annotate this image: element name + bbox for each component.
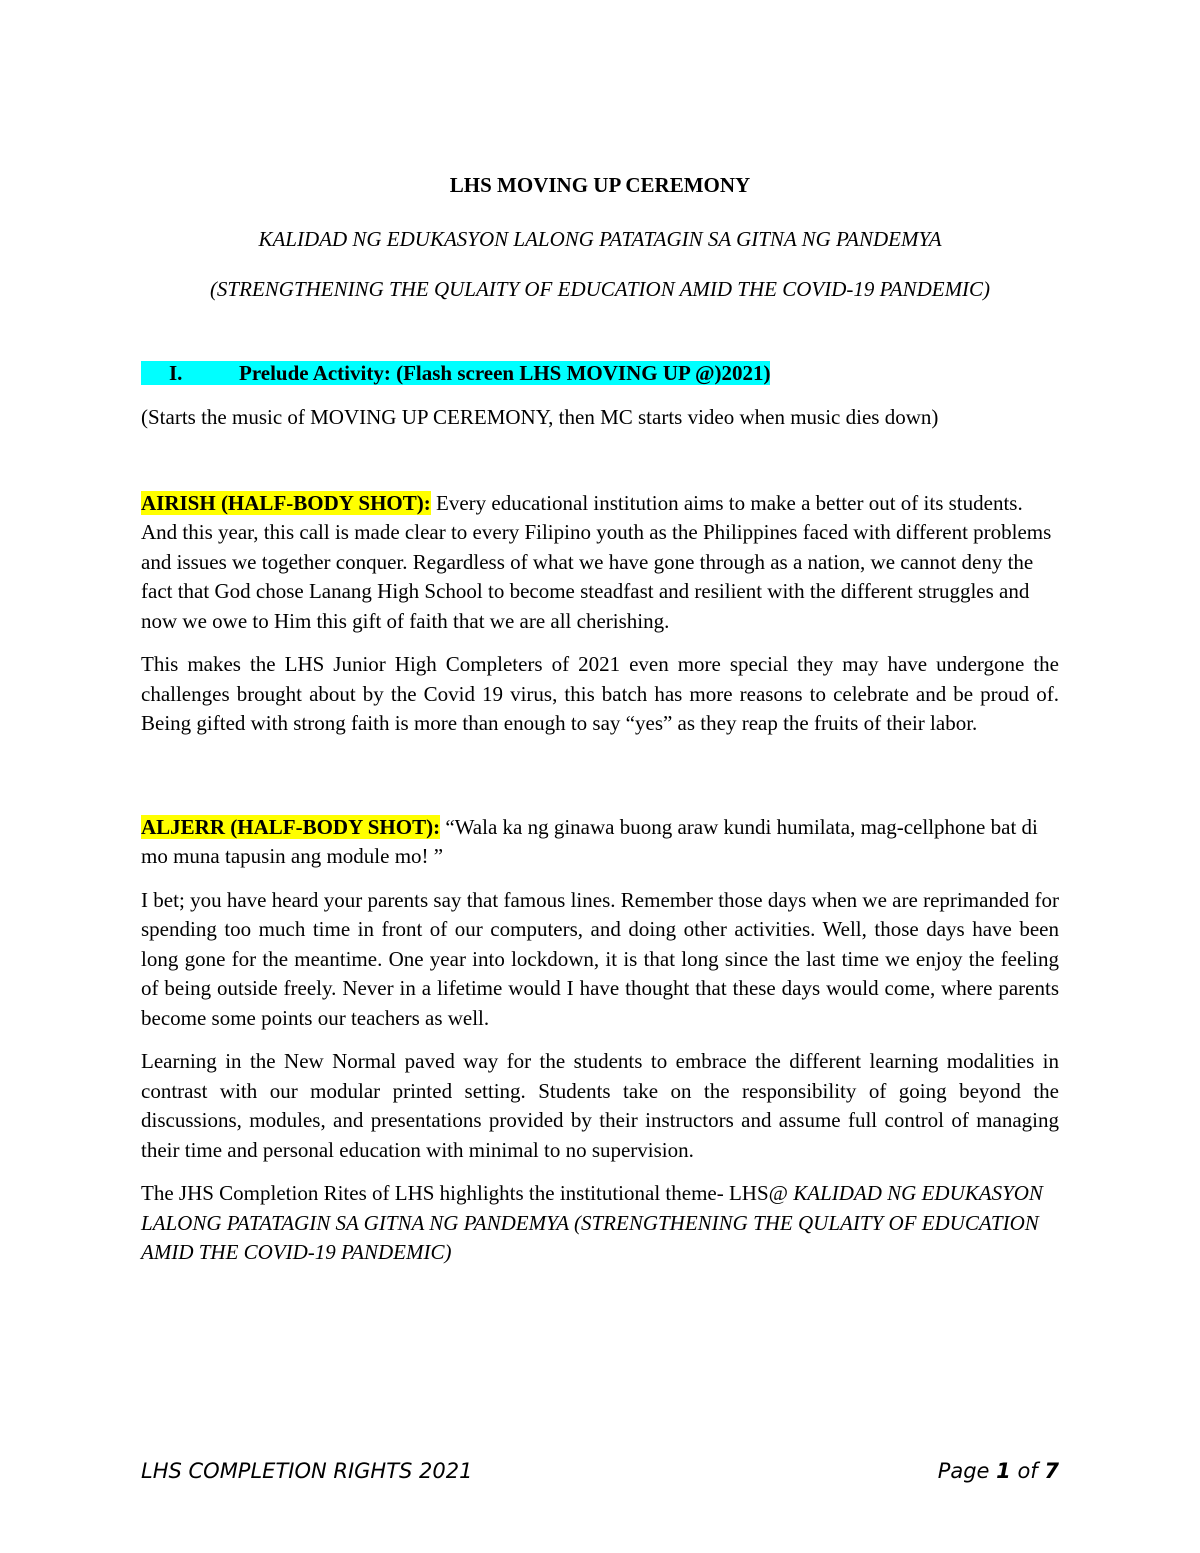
theme-italic-text: KALIDAD NG EDUKASYON LALONG PATATAGIN SA GITNA NG PANDEMYA (STRENGTHENING THE QULAITY OF EDUCATION AMID THE COVID-19 PANDEMIC) <box>141 1181 1043 1264</box>
airish-text-1: Every educational institution aims to make a better out of its students. And this year, this call is made clear to every Filipino youth as the Philippines faced with different problems and issues we together conquer. Regardless of what we have gone through as a nation, we cannot deny the fact that God chose Lanang High School to become steadfast and resilient with the different struggles and now we owe to Him this gift of faith that we are all cherishing. <box>141 490 1052 633</box>
subtitle-filipino: KALIDAD NG EDUKASYON LALONG PATATAGIN SA GITNA NG PANDEMYA <box>258 227 942 251</box>
aljerr-text-1: “Wala ka ng ginawa buong araw kundi humilata, mag-cellphone bat di mo muna tapusin ang module mo! ” <box>141 814 1038 868</box>
page-footer <box>141 1456 1059 1486</box>
airish-paragraph-1 <box>141 489 1059 637</box>
section-numeral: I. <box>169 361 183 385</box>
page-word: Page <box>937 1459 997 1483</box>
speaker-aljerr: ALJERR (HALF-BODY SHOT): <box>141 814 441 839</box>
aljerr-paragraph-4 <box>141 1179 1059 1268</box>
page-indicator <box>938 1456 1059 1486</box>
page-number: 1 <box>996 1459 1011 1483</box>
aljerr-paragraph-3: Learning in the New Normal paved way for the students to embrace the different learning modalities in contrast with our modular printed setting. Students take on the responsibility of going beyond the discussions, modules, and presentations provided by their instructors and assume full control of managing their time and personal education with minimal to no supervision. <box>141 1049 1059 1162</box>
prelude-note: (Starts the music of MOVING UP CEREMONY, then MC starts video when music dies down) <box>141 405 939 429</box>
speaker-airish: AIRISH (HALF-BODY SHOT): <box>141 490 431 515</box>
subtitle-english: (STRENGTHENING THE QULAITY OF EDUCATION AMID THE COVID-19 PANDEMIC) <box>209 277 991 301</box>
theme-intro-text: The JHS Completion Rites of LHS highlights the institutional theme- LHS@ <box>141 1181 794 1205</box>
footer-title: LHS COMPLETION RIGHTS 2021 <box>141 1459 473 1483</box>
document-body <box>141 170 1059 1282</box>
section-heading-highlight <box>141 361 770 385</box>
document-title: LHS MOVING UP CEREMONY <box>449 173 751 197</box>
aljerr-paragraph-2: I bet; you have heard your parents say that famous lines. Remember those days when we are reprimanded for spending too much time in front of our computers, and doing other activities. Well, those days have been long gone for the meantime. One year into lockdown, it is that long since the last time we enjoy the feeling of being outside freely. Never in a lifetime would I have thought that these days would come, where parents become some points our teachers as well. <box>141 887 1059 1030</box>
airish-paragraph-2: This makes the LHS Junior High Completers of 2021 even more special they may have undergone the challenges brought about by the Covid 19 virus, this batch has more reasons to celebrate and be proud of. Being gifted with strong faith is more than enough to say “yes” as they reap the fruits of their labor. <box>141 652 1059 735</box>
page-total: 7 <box>1044 1459 1059 1483</box>
section-title: Prelude Activity: (Flash screen LHS MOVING UP @)2021) <box>239 361 771 385</box>
aljerr-paragraph-1 <box>141 813 1059 872</box>
of-word: of <box>1010 1459 1045 1483</box>
section-heading <box>141 359 1059 387</box>
